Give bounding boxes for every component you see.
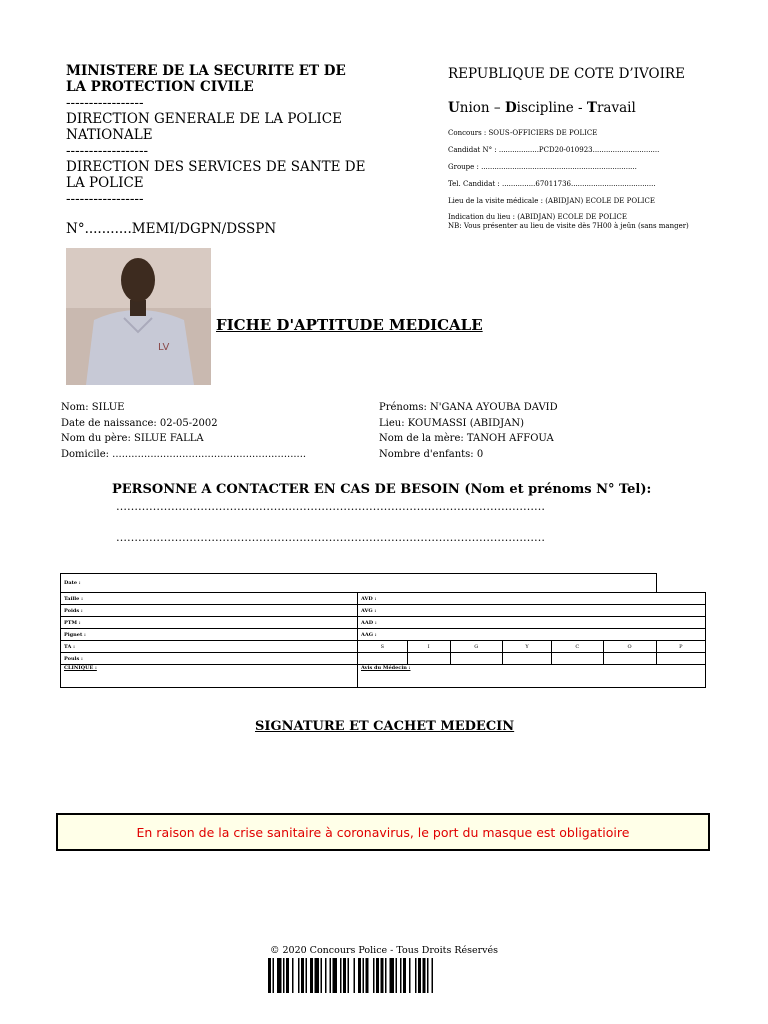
cell-avis-medecin: Avis du Médecin : (358, 665, 706, 688)
contact-line-1: ……………………………………………………………………………………………………… (116, 500, 545, 513)
sigycop-g: G (450, 641, 502, 653)
cell-avd: AVD : (358, 593, 706, 605)
republic-name: REPUBLIQUE DE COTE D’IVOIRE (448, 66, 685, 82)
concours: Concours : SOUS-OFFICIERS DE POLICE (448, 129, 598, 137)
field-nom: Nom: SILUE (61, 402, 125, 413)
separator: ----------------- (66, 191, 144, 207)
covid-notice (56, 813, 710, 851)
cell-taille: Taille : (61, 593, 358, 605)
cell-poids: Poids : (61, 605, 358, 617)
sigycop-p: P (656, 641, 705, 653)
reference-number: N°...........MEMI/DGPN/DSSPN (66, 221, 277, 237)
field-lieu: Lieu: KOUMASSI (ABIDJAN) (379, 418, 525, 429)
sigycop-s: S (358, 641, 408, 653)
field-naissance: Date de naissance: 02-05-2002 (61, 418, 218, 429)
signature-label: SIGNATURE ET CACHET MEDECIN (255, 719, 515, 734)
candidat-number: Candidat N° : ..................PCD20-010923.............................. (448, 146, 660, 154)
direction-sante: DIRECTION DES SERVICES DE SANTE DE LA POLICE (66, 159, 366, 191)
sigycop-c: C (552, 641, 604, 653)
svg-text:LV: LV (158, 342, 170, 353)
cell-avg: AVG : (358, 605, 706, 617)
cell-aag: AAG : (358, 629, 706, 641)
direction-police: DIRECTION GENERALE DE LA POLICE NATIONALE (66, 111, 342, 143)
form-title: FICHE D'APTITUDE MEDICALE (216, 316, 483, 334)
cell-pouls: Pouls : (61, 653, 358, 665)
cell-aad: AAD : (358, 617, 706, 629)
sigycop-o: O (603, 641, 656, 653)
barcode (268, 958, 498, 993)
sigycop-y: Y (502, 641, 551, 653)
cell-pignet: Pignet : (61, 629, 358, 641)
candidate-photo (66, 248, 211, 385)
cell-ta: TA : (61, 641, 358, 653)
national-motto: Union – Discipline - Travail (448, 100, 636, 116)
contact-line-2: ……………………………………………………………………………………………………… (116, 531, 545, 544)
ministry-header (66, 63, 366, 237)
cell-clinique: CLINIQUE : (61, 665, 358, 688)
lieu-visite: Lieu de la visite médicale : (ABIDJAN) ECOLE DE POLICE (448, 197, 655, 205)
covid-notice-text: En raison de la crise sanitaire à coronavirus, le port du masque est obligatioire (136, 825, 630, 840)
republic-header (448, 66, 758, 231)
medical-table (60, 573, 706, 688)
groupe: Groupe : ...................................................................... (448, 163, 637, 171)
separator: ----------------- (66, 95, 144, 111)
field-mere: Nom de la mère: TANOH AFFOUA (379, 433, 554, 444)
candidat-tel: Tel. Candidat : ...............67011736...................................... (448, 180, 656, 188)
ministry-name: MINISTERE DE LA SECURITE ET DE LA PROTECTION CIVILE (66, 63, 346, 95)
field-prenoms: Prénoms: N'GANA AYOUBA DAVID (379, 402, 558, 413)
field-pere: Nom du père: SILUE FALLA (61, 433, 204, 444)
sigycop-i: I (407, 641, 450, 653)
field-enfants: Nombre d'enfants: 0 (379, 449, 484, 460)
nb-note: NB: Vous présenter au lieu de visite dès 7H00 à jeûn (sans manger) (448, 222, 689, 230)
footer-copyright: © 2020 Concours Police - Tous Droits Réservés (269, 945, 499, 956)
separator: ------------------ (66, 143, 149, 159)
contact-title: PERSONNE A CONTACTER EN CAS DE BESOIN (Nom et prénoms N° Tel): (112, 482, 652, 497)
field-domicile: Domicile: ............................................................. (61, 449, 307, 460)
cell-ptm: PTM : (61, 617, 358, 629)
cell-date: Date : (61, 574, 657, 593)
indication-lieu: Indication du lieu : (ABIDJAN) ECOLE DE POLICE (448, 213, 627, 221)
